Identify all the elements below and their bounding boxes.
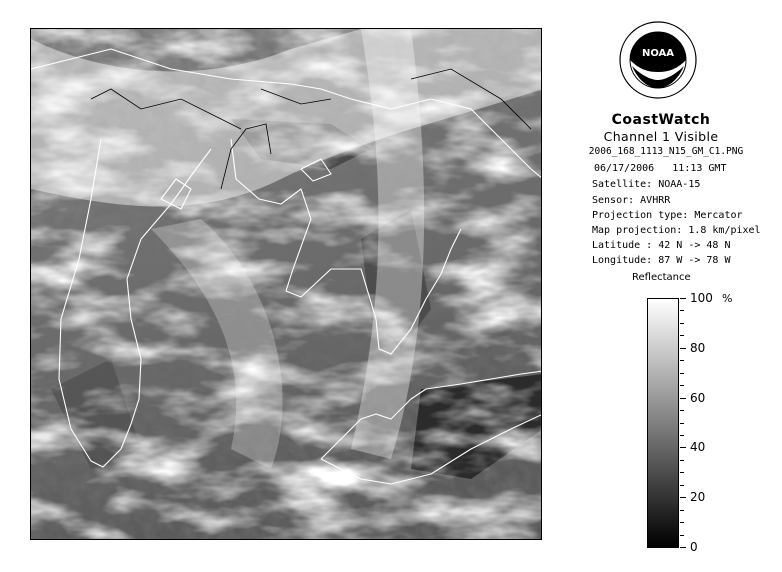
time-value: 11:13 GMT bbox=[672, 163, 727, 174]
reflectance-colorbar bbox=[647, 298, 679, 548]
colorbar-minor-tick bbox=[680, 522, 684, 523]
satellite-info: Satellite: NOAA-15 bbox=[592, 179, 701, 190]
colorbar-tick-label: 20 bbox=[690, 490, 706, 505]
projection-type: Projection type: Mercator bbox=[592, 210, 743, 221]
colorbar-tick-label: 0 bbox=[690, 540, 698, 554]
colorbar-tick bbox=[680, 447, 686, 448]
colorbar-minor-tick bbox=[680, 323, 684, 324]
channel-label: Channel 1 Visible bbox=[603, 129, 719, 144]
product-title: CoastWatch bbox=[611, 112, 711, 128]
file-name: 2006_168_1113_N15_GM_C1.PNG bbox=[588, 146, 744, 157]
colorbar-minor-tick bbox=[680, 410, 684, 411]
colorbar-tick bbox=[680, 348, 686, 349]
colorbar-unit: % bbox=[722, 292, 733, 305]
colorbar-tick-label: 100 bbox=[690, 291, 713, 305]
colorbar-minor-tick bbox=[680, 485, 684, 486]
date-value: 06/17/2006 bbox=[594, 163, 655, 174]
satellite-image bbox=[30, 28, 542, 540]
colorbar-minor-tick bbox=[680, 435, 684, 436]
colorbar-minor-tick bbox=[680, 310, 684, 311]
colorbar-tick bbox=[680, 547, 686, 548]
colorbar-tick bbox=[680, 398, 686, 399]
colorbar-minor-tick bbox=[680, 510, 684, 511]
noaa-logo bbox=[618, 20, 698, 106]
colorbar-minor-tick bbox=[680, 373, 684, 374]
colorbar-minor-tick bbox=[680, 535, 684, 536]
colorbar-minor-tick bbox=[680, 472, 684, 473]
colorbar-tick bbox=[680, 497, 686, 498]
colorbar-minor-tick bbox=[680, 460, 684, 461]
colorbar-minor-tick bbox=[680, 360, 684, 361]
colorbar-tick-label: 80 bbox=[690, 340, 706, 355]
noaa-seal-icon bbox=[618, 20, 698, 106]
date-time bbox=[594, 163, 726, 174]
colorbar-tick-label: 60 bbox=[690, 390, 706, 405]
colorbar-minor-tick bbox=[680, 335, 684, 336]
satellite-map bbox=[31, 29, 542, 540]
longitude-range: Longitude: 87 W -> 78 W bbox=[592, 255, 731, 266]
logo-text: NOAA bbox=[641, 48, 675, 59]
colorbar-label: Reflectance bbox=[632, 272, 691, 283]
sensor-info: Sensor: AVHRR bbox=[592, 195, 671, 206]
colorbar-tick-label: 40 bbox=[690, 440, 706, 455]
colorbar-minor-tick bbox=[680, 423, 684, 424]
map-projection: Map projection: 1.8 km/pixel bbox=[592, 225, 761, 236]
colorbar-tick bbox=[680, 298, 686, 299]
latitude-range: Latitude : 42 N -> 48 N bbox=[592, 240, 731, 251]
colorbar-minor-tick bbox=[680, 385, 684, 386]
